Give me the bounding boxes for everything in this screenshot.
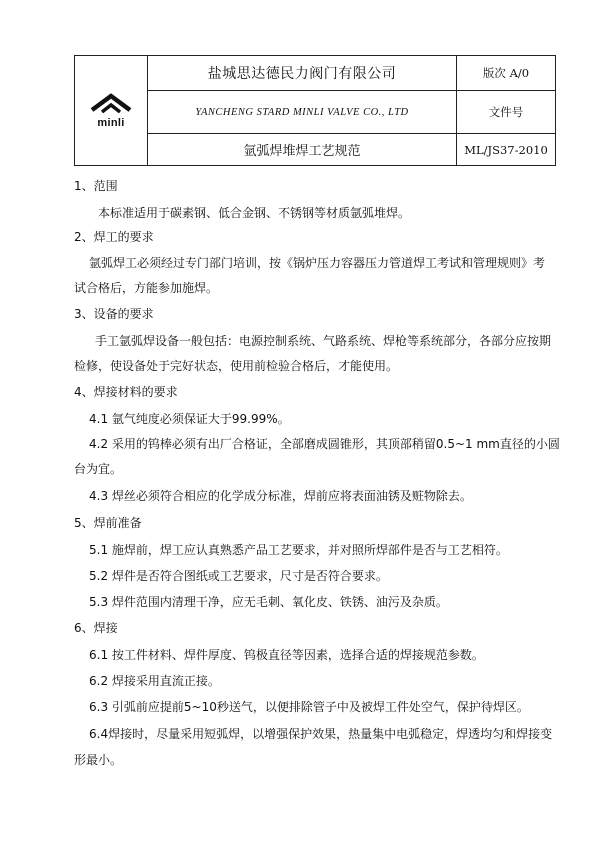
company-name-en: YANCHENG STARD MINLI VALVE CO., LTD [148,91,457,134]
list-item: 4.2 采用的钨棒必须有出厂合格证，全部磨成圆锥形，其顶部稍留0.5~1 mm直径的小圆 [89,437,560,451]
list-item: 4.1 氩气纯度必须保证大于99.99%。 [89,412,290,426]
list-item: 5.3 焊件范围内清理干净，应无毛刺、氧化皮、铁锈、油污及杂质。 [89,595,448,609]
list-item: 形最小。 [74,753,123,767]
list-item: 6.3 引弧前应提前5~10秒送气，以便排除管子中及被焊工件处空气，保护待焊区。 [89,700,529,714]
paragraph: 氩弧焊工必须经过专门部门培训，按《锅炉压力容器压力管道焊工考试和管理规则》考 [89,256,546,270]
list-item: 4.3 焊丝必须符合相应的化学成分标准，焊前应将表面油锈及赃物除去。 [89,489,472,503]
version-label: 版次 A/0 [457,56,556,91]
document-title: 氩弧焊堆焊工艺规范 [148,134,457,166]
list-item: 6.4焊接时，尽量采用短弧焊，以增强保护效果，热量集中电弧稳定，焊透均匀和焊接变 [89,727,553,741]
document-code: ML/JS37-2010 [457,134,556,166]
list-item: 台为宜。 [74,462,123,476]
list-item: 5.2 焊件是否符合图纸或工艺要求，尺寸是否符合要求。 [89,569,388,583]
company-name-cn: 盐城思达德民力阀门有限公司 [148,56,457,91]
paragraph: 试合格后，方能参加施焊。 [74,281,219,295]
file-number-label: 文件号 [457,91,556,134]
section-heading: 5、焊前准备 [74,516,142,530]
section-heading: 3、设备的要求 [74,307,154,321]
paragraph: 本标准适用于碳素钢、低合金钢、不锈钢等材质氩弧堆焊。 [98,206,411,220]
section-heading: 2、焊工的要求 [74,230,154,244]
list-item: 6.2 焊接采用直流正接。 [89,674,220,688]
section-heading: 1、范围 [74,179,118,193]
paragraph: 手工氩弧焊设备一般包括：电源控制系统、气路系统、焊枪等系统部分，各部分应按期 [95,334,552,348]
section-heading: 4、焊接材料的要求 [74,385,178,399]
paragraph: 检修，使设备处于完好状态，使用前检验合格后，才能使用。 [74,359,399,373]
section-heading: 6、焊接 [74,621,118,635]
list-item: 6.1 按工件材料、焊件厚度、钨极直径等因素，选择合适的焊接规范参数。 [89,648,484,662]
logo-wordmark: minli [97,117,125,129]
list-item: 5.1 施焊前，焊工应认真熟悉产品工艺要求，并对照所焊部件是否与工艺相符。 [89,543,508,557]
